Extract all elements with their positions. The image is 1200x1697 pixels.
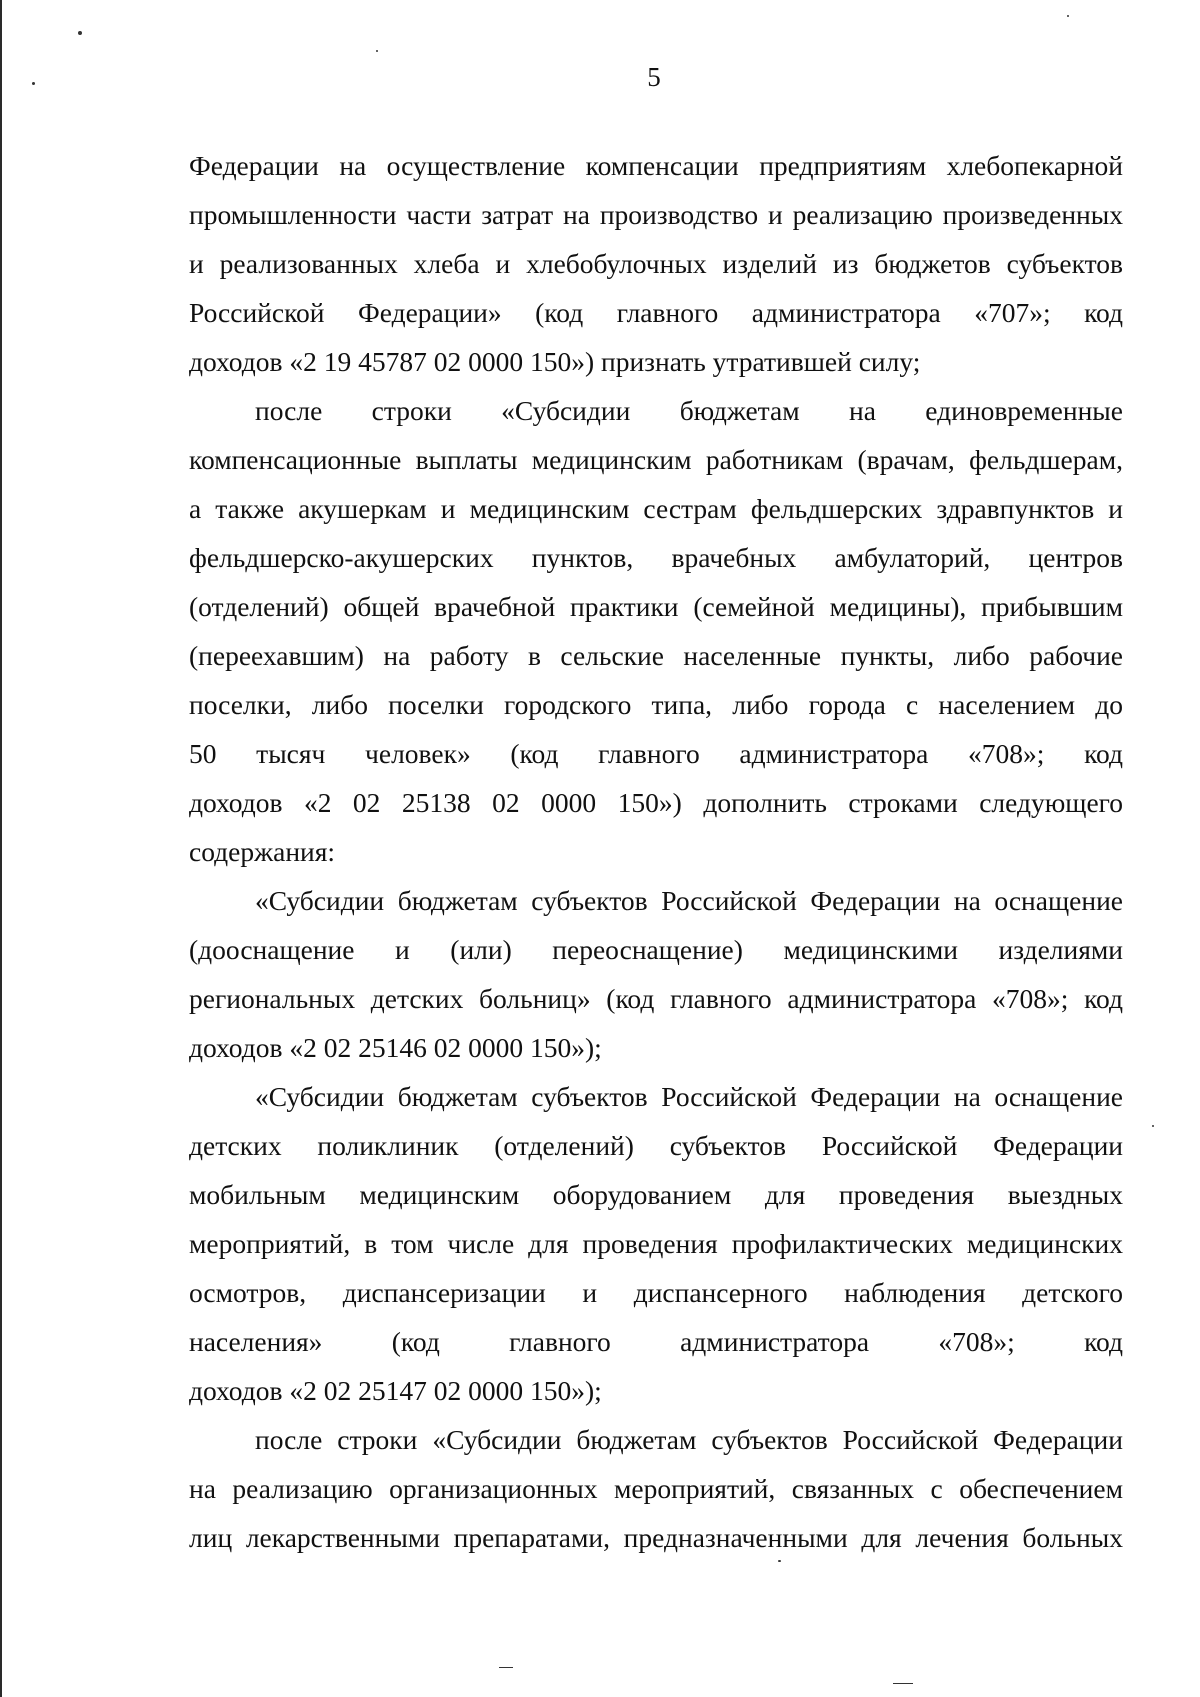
- text-line: 50 тысяч человек» (код главного администратора «708»; код: [189, 738, 1123, 769]
- scan-speck: [376, 50, 378, 52]
- text-line: региональных детских больниц» (код главного администратора «708»; код: [189, 983, 1123, 1014]
- text-line: лиц лекарственными препаратами, предназначенными для лечения больных: [189, 1522, 1123, 1553]
- scan-speck: [32, 82, 35, 85]
- scan-speck: [1152, 1125, 1154, 1127]
- text-line: а также акушеркам и медицинским сестрам фельдшерских здравпунктов и: [189, 493, 1123, 524]
- text-line: доходов «2 02 25146 02 0000 150»);: [189, 1032, 602, 1063]
- text-line: мобильным медицинским оборудованием для проведения выездных: [189, 1179, 1123, 1210]
- paragraph: [189, 1415, 1123, 1562]
- text-line: и реализованных хлеба и хлебобулочных изделий из бюджетов субъектов: [189, 248, 1123, 279]
- text-line: компенсационные выплаты медицинским работникам (врачам, фельдшерам,: [189, 444, 1123, 475]
- scan-speck: [78, 31, 82, 35]
- text-line: (переехавшим) на работу в сельские населенные пункты, либо рабочие: [189, 640, 1123, 671]
- text-line: осмотров, диспансеризации и диспансерного наблюдения детского: [189, 1277, 1123, 1308]
- text-line: «Субсидии бюджетам субъектов Российской Федерации на оснащение: [255, 1081, 1123, 1112]
- text-line: (дооснащение и (или) переоснащение) медицинскими изделиями: [189, 934, 1123, 965]
- text-line: поселки, либо поселки городского типа, либо города с населением до: [189, 689, 1123, 720]
- text-line: Федерации на осуществление компенсации предприятиям хлебопекарной: [189, 150, 1123, 181]
- text-line: промышленности части затрат на производство и реализацию произведенных: [189, 199, 1123, 230]
- document-body: [189, 141, 1123, 1562]
- text-line: содержания:: [189, 836, 336, 867]
- text-line: на реализацию организационных мероприятий, связанных с обеспечением: [189, 1473, 1123, 1504]
- text-line: населения» (код главного администратора «708»; код: [189, 1326, 1123, 1357]
- text-line: доходов «2 02 25138 02 0000 150») дополнить строками следующего: [189, 787, 1123, 818]
- text-line: Российской Федерации» (код главного администратора «707»; код: [189, 297, 1123, 328]
- text-line: после строки «Субсидии бюджетам субъектов Российской Федерации: [255, 1424, 1123, 1455]
- paragraph: [189, 141, 1123, 386]
- scan-speck: [893, 1683, 913, 1684]
- paragraph: [189, 1072, 1123, 1415]
- text-line: мероприятий, в том числе для проведения профилактических медицинских: [189, 1228, 1123, 1259]
- text-line: «Субсидии бюджетам субъектов Российской Федерации на оснащение: [255, 885, 1123, 916]
- page-number: 5: [647, 62, 661, 92]
- paragraph: [189, 386, 1123, 876]
- scan-speck: [499, 1667, 513, 1668]
- scan-speck: [778, 1560, 781, 1562]
- scan-left-edge: [0, 0, 2, 1697]
- text-line: доходов «2 02 25147 02 0000 150»);: [189, 1375, 602, 1406]
- paragraph: [189, 876, 1123, 1072]
- text-line: после строки «Субсидии бюджетам на единовременные: [255, 395, 1123, 426]
- scan-speck: [1067, 15, 1069, 17]
- text-line: (отделений) общей врачебной практики (семейной медицины), прибывшим: [189, 591, 1123, 622]
- text-line: доходов «2 19 45787 02 0000 150») признать утратившей силу;: [189, 346, 921, 377]
- text-line: детских поликлиник (отделений) субъектов Российской Федерации: [189, 1130, 1123, 1161]
- text-line: фельдшерско-акушерских пунктов, врачебных амбулаторий, центров: [189, 542, 1123, 573]
